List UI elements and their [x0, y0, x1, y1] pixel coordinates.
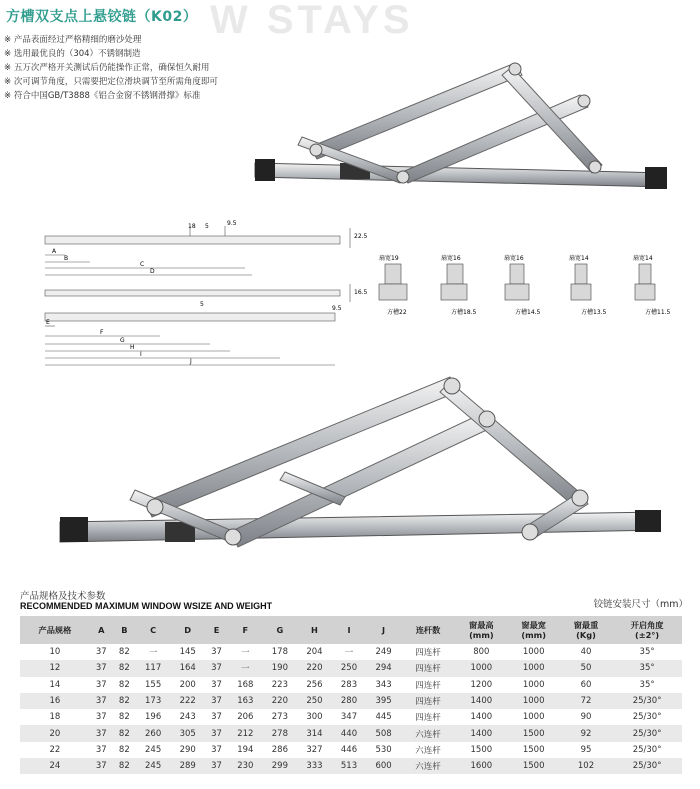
table-cell: 200 [170, 677, 205, 693]
table-cell: 四连杆 [401, 644, 455, 660]
column-header: 连杆数 [401, 616, 455, 644]
dim-letter: B [64, 255, 69, 262]
column-header: 开启角度 (±2°) [612, 616, 682, 644]
dim-letter: C [140, 261, 145, 268]
table-cell: 249 [366, 644, 401, 660]
dim-letter: H [130, 344, 135, 351]
table-cell: 1500 [508, 742, 560, 758]
table-cell: 82 [113, 725, 136, 741]
technical-drawing [40, 218, 370, 368]
table-cell: 1500 [508, 725, 560, 741]
table-cell: 117 [136, 660, 171, 676]
table-cell: 25/30° [612, 742, 682, 758]
table-cell: 173 [136, 693, 171, 709]
table-cell: 25/30° [612, 725, 682, 741]
table-row [20, 677, 682, 693]
table-row [20, 660, 682, 676]
table-cell: 37 [90, 742, 113, 758]
column-header: G [263, 616, 298, 644]
table-cell: 800 [455, 644, 507, 660]
table-cell: 163 [228, 693, 263, 709]
column-header: D [170, 616, 205, 644]
table-cell: 194 [228, 742, 263, 758]
column-header: 窗最宽 (mm) [508, 616, 560, 644]
table-cell: 37 [205, 725, 228, 741]
table-cell: 327 [297, 742, 332, 758]
dim-letter: G [120, 337, 125, 344]
table-cell: 四连杆 [401, 693, 455, 709]
table-cell: 10 [20, 644, 90, 660]
table-cell: 六连杆 [401, 742, 455, 758]
column-header: 窗最高 (mm) [455, 616, 507, 644]
table-row [20, 742, 682, 758]
table-cell: 250 [332, 660, 367, 676]
column-header: A [90, 616, 113, 644]
table-cell: 190 [263, 660, 298, 676]
dim-label: 9.5 [227, 220, 237, 227]
table-cell: 四连杆 [401, 677, 455, 693]
table-cell: 223 [263, 677, 298, 693]
table-cell: 395 [366, 693, 401, 709]
table-cell: 250 [297, 693, 332, 709]
table-cell: 四连杆 [401, 709, 455, 725]
table-row [20, 725, 682, 741]
table-cell: 1500 [455, 742, 507, 758]
column-header: B [113, 616, 136, 644]
table-cell: 286 [263, 742, 298, 758]
table-cell: 82 [113, 644, 136, 660]
table-cell: 314 [297, 725, 332, 741]
table-cell: 25/30° [612, 693, 682, 709]
table-cell: 1200 [455, 677, 507, 693]
profile-label: 方槽14.5 [515, 309, 541, 316]
table-cell: 445 [366, 709, 401, 725]
table-cell: 35° [612, 644, 682, 660]
spec-title-cn: 产品规格及技术参数 [20, 591, 106, 602]
table-cell: 1000 [508, 644, 560, 660]
table-cell: 37 [90, 758, 113, 774]
table-cell: 37 [90, 725, 113, 741]
table-cell: 90 [560, 709, 612, 725]
table-cell: 278 [263, 725, 298, 741]
table-cell: 82 [113, 758, 136, 774]
table-cell: 273 [263, 709, 298, 725]
table-cell: 14 [20, 677, 90, 693]
table-cell: 102 [560, 758, 612, 774]
hinge-photo-small [250, 55, 670, 205]
table-cell: 299 [263, 758, 298, 774]
table-cell: 513 [332, 758, 367, 774]
table-cell: 1500 [508, 758, 560, 774]
profile-label: 扇宽14 [569, 255, 589, 262]
table-cell: 22 [20, 742, 90, 758]
table-row [20, 644, 682, 660]
table-cell: 16 [20, 693, 90, 709]
table-cell: 37 [90, 677, 113, 693]
table-cell: 168 [228, 677, 263, 693]
column-header: H [297, 616, 332, 644]
table-cell: 92 [560, 725, 612, 741]
hinge-photo-large [55, 372, 665, 557]
table-cell: 206 [228, 709, 263, 725]
table-cell: 六连杆 [401, 725, 455, 741]
table-cell: 37 [90, 709, 113, 725]
column-header: 产品规格 [20, 616, 90, 644]
table-cell: 178 [263, 644, 298, 660]
table-cell: 82 [113, 742, 136, 758]
feature-item: ※ 五万次严格开关测试后仍能操作正常，确保恒久耐用 [4, 63, 210, 73]
table-row [20, 693, 682, 709]
table-cell: 1600 [455, 758, 507, 774]
watermark-text: W STAYS [210, 0, 414, 42]
feature-item: ※ 选用最优良的（304）不锈钢制造 [4, 49, 141, 59]
dim-letter: E [46, 319, 50, 326]
table-cell: 一 [228, 644, 263, 660]
spec-title-en: RECOMMENDED MAXIMUM WINDOW WSIZE AND WEIGHT [20, 601, 273, 611]
table-cell: 600 [366, 758, 401, 774]
table-cell: 37 [90, 693, 113, 709]
profile-label: 方槽13.5 [581, 309, 607, 316]
table-cell: 24 [20, 758, 90, 774]
table-cell: 212 [228, 725, 263, 741]
table-cell: 82 [113, 709, 136, 725]
table-cell: 283 [332, 677, 367, 693]
dim-label: 5 [205, 223, 209, 230]
dim-label: 22.5 [354, 233, 368, 240]
feature-item: ※ 产品表面经过严格精细的磨沙处理 [4, 35, 142, 45]
table-cell: 508 [366, 725, 401, 741]
table-cell: 37 [205, 742, 228, 758]
table-cell: 40 [560, 644, 612, 660]
table-cell: 145 [170, 644, 205, 660]
table-cell: 35° [612, 660, 682, 676]
table-cell: 12 [20, 660, 90, 676]
table-cell: 72 [560, 693, 612, 709]
table-cell: 1400 [455, 725, 507, 741]
profile-label: 扇宽16 [504, 255, 524, 262]
table-cell: 1000 [508, 660, 560, 676]
table-cell: 347 [332, 709, 367, 725]
table-cell: 305 [170, 725, 205, 741]
dim-label: 18 [188, 223, 196, 230]
table-cell: 50 [560, 660, 612, 676]
table-cell: 37 [205, 677, 228, 693]
dim-letter: D [150, 268, 155, 275]
table-cell: 343 [366, 677, 401, 693]
table-cell: 1000 [455, 660, 507, 676]
table-cell: 37 [205, 693, 228, 709]
table-cell: 一 [228, 660, 263, 676]
table-cell: 155 [136, 677, 171, 693]
column-header: C [136, 616, 171, 644]
table-cell: 220 [297, 660, 332, 676]
dim-label: 5 [200, 301, 204, 308]
table-cell: 289 [170, 758, 205, 774]
unit-label: 铰链安装尺寸（mm） [593, 599, 688, 610]
profile-label: 方槽18.5 [451, 309, 477, 316]
feature-item: ※ 符合中国GB/T3888《铝合金窗不锈钢滑撑》标准 [4, 91, 201, 101]
feature-item: ※ 次可调节角度，只需要把定位滑块调节至所需角度即可 [4, 77, 218, 87]
table-cell: 333 [297, 758, 332, 774]
table-cell: 95 [560, 742, 612, 758]
table-body [20, 644, 682, 774]
table-cell: 1000 [508, 709, 560, 725]
table-cell: 35° [612, 677, 682, 693]
table-cell: 37 [90, 660, 113, 676]
profile-label: 方槽22 [387, 309, 407, 316]
profile-label: 方槽11.5 [645, 309, 671, 316]
table-cell: 294 [366, 660, 401, 676]
profile-label: 扇宽16 [441, 255, 461, 262]
profile-label: 扇宽19 [379, 255, 399, 262]
table-cell: 四连杆 [401, 660, 455, 676]
dim-letter: I [140, 351, 142, 358]
table-cell: 204 [297, 644, 332, 660]
table-cell: 530 [366, 742, 401, 758]
table-cell: 25/30° [612, 758, 682, 774]
table-cell: 245 [136, 742, 171, 758]
table-cell: 446 [332, 742, 367, 758]
table-cell: 1000 [508, 693, 560, 709]
table-cell: 222 [170, 693, 205, 709]
table-cell: 230 [228, 758, 263, 774]
page-title: 方槽双支点上悬铰链（K02） [6, 9, 198, 25]
table-cell: 37 [205, 644, 228, 660]
table-cell: 18 [20, 709, 90, 725]
dim-letter: A [52, 248, 57, 255]
table-cell: 245 [136, 758, 171, 774]
table-cell: 37 [205, 758, 228, 774]
table-cell: 37 [90, 644, 113, 660]
table-row [20, 709, 682, 725]
column-header: F [228, 616, 263, 644]
table-cell: 82 [113, 660, 136, 676]
table-cell: 60 [560, 677, 612, 693]
table-cell: 300 [297, 709, 332, 725]
dim-label: 16.5 [354, 289, 368, 296]
table-cell: 440 [332, 725, 367, 741]
column-header: I [332, 616, 367, 644]
table-cell: 20 [20, 725, 90, 741]
table-cell: 37 [205, 709, 228, 725]
spec-table [20, 616, 682, 774]
table-cell: 290 [170, 742, 205, 758]
table-cell: 82 [113, 693, 136, 709]
table-cell: 一 [332, 644, 367, 660]
column-header: E [205, 616, 228, 644]
table-cell: 1000 [508, 677, 560, 693]
feature-list [4, 33, 218, 103]
table-cell: 37 [205, 660, 228, 676]
profile-sections [375, 250, 695, 322]
profile-label: 扇宽14 [633, 255, 653, 262]
table-cell: 一 [136, 644, 171, 660]
table-cell: 六连杆 [401, 758, 455, 774]
dim-letter: J [190, 358, 192, 365]
dim-letter: F [100, 329, 104, 336]
table-cell: 164 [170, 660, 205, 676]
column-header: J [366, 616, 401, 644]
table-cell: 1400 [455, 693, 507, 709]
column-header: 窗最重 (Kg) [560, 616, 612, 644]
table-cell: 256 [297, 677, 332, 693]
dim-label: 9.5 [332, 305, 342, 312]
table-cell: 260 [136, 725, 171, 741]
table-header-row [20, 616, 682, 644]
table-cell: 82 [113, 677, 136, 693]
table-cell: 280 [332, 693, 367, 709]
table-cell: 243 [170, 709, 205, 725]
table-row [20, 758, 682, 774]
table-cell: 196 [136, 709, 171, 725]
table-cell: 25/30° [612, 709, 682, 725]
table-cell: 220 [263, 693, 298, 709]
table-cell: 1400 [455, 709, 507, 725]
